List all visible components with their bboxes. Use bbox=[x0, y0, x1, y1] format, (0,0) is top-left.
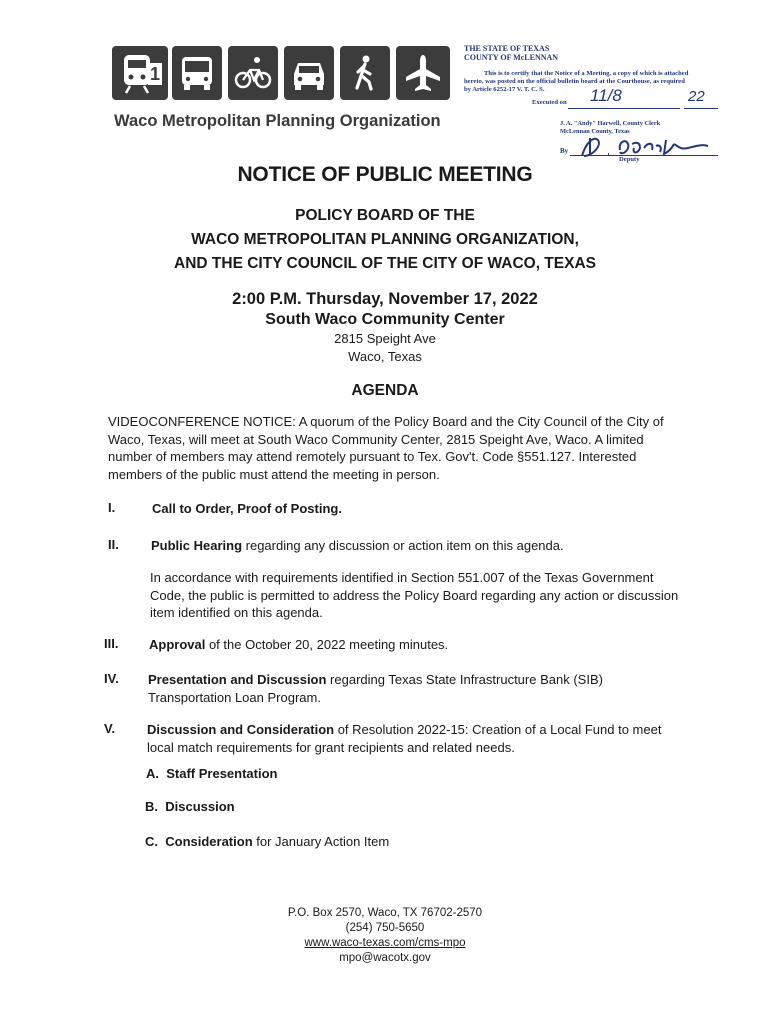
agenda-heading: AGENDA bbox=[351, 382, 419, 399]
item-5-text: of Resolution 2022-15: Creation of a Local Fund to meet local match requirements for grant recipients and related needs. bbox=[147, 722, 662, 755]
item-2-text: regarding any discussion or action item on this agenda. bbox=[242, 538, 564, 553]
pedestrian-icon bbox=[340, 46, 390, 100]
item-5c-title: Consideration bbox=[165, 834, 253, 849]
bus-icon bbox=[172, 46, 222, 100]
stamp-year-underline bbox=[684, 108, 718, 109]
header-line-2: WACO METROPOLITAN PLANNING ORGANIZATION, bbox=[191, 231, 579, 248]
airplane-icon bbox=[396, 46, 450, 100]
item-2-number: II. bbox=[108, 537, 119, 552]
item-2-detail: In accordance with requirements identified in Section 551.007 of the Texas Government Code, the public is permitted to address the Policy Board regarding any action or discussion item identified on this agenda. bbox=[150, 570, 679, 621]
footer-website-link[interactable]: www.waco-texas.com/cms-mpo bbox=[304, 937, 466, 949]
stamp-executed-label: Executed on bbox=[532, 99, 567, 106]
item-3-title: Approval bbox=[149, 637, 206, 652]
item-2 bbox=[151, 537, 681, 555]
item-5b bbox=[145, 799, 235, 814]
stamp-clerk-name: J. A. "Andy" Harwell, County Clerk bbox=[560, 120, 661, 127]
stamp-state-line: THE STATE OF TEXAS bbox=[464, 44, 550, 53]
stamp-deputy-label: Deputy bbox=[619, 156, 640, 163]
footer-email[interactable]: mpo@wacotx.gov bbox=[339, 952, 431, 964]
item-5-title: Discussion and Consideration bbox=[147, 722, 335, 737]
item-5c-letter: C. bbox=[145, 834, 158, 849]
item-3-text: of the October 20, 2022 meeting minutes. bbox=[205, 637, 449, 652]
stamp-certify-line: This is to certify that the Notice of a Meeting, a copy of which is attached bbox=[484, 70, 689, 77]
item-4-title: Presentation and Discussion bbox=[148, 672, 327, 687]
item-5b-title: Discussion bbox=[165, 799, 235, 814]
item-5a bbox=[146, 766, 277, 781]
item-1-title: Call to Order, Proof of Posting. bbox=[152, 501, 342, 516]
item-5a-letter: A. bbox=[146, 766, 159, 781]
bicycle-icon bbox=[228, 46, 278, 100]
mpo-logo bbox=[112, 44, 452, 136]
videoconference-notice: VIDEOCONFERENCE NOTICE: A quorum of the Policy Board and the City Council of the City of Waco, Texas, will meet at South Waco Community Center, 2815 Speight Ave, Waco. A limited number of members may attend remotely pursuant to Tex. Gov't. Code §551.127. Interested members of the public must attend the meeting in person. bbox=[108, 414, 664, 482]
item-4-text: regarding Texas State Infrastructure Bank (SIB) Transportation Loan Program. bbox=[148, 672, 603, 705]
stamp-by-label: By bbox=[560, 147, 569, 155]
item-3 bbox=[149, 636, 679, 654]
item-5 bbox=[147, 721, 687, 756]
stamp-executed-date: 11/8 bbox=[590, 86, 622, 105]
item-5c-text: for January Action Item bbox=[252, 834, 390, 849]
meeting-venue: South Waco Community Center bbox=[265, 311, 505, 328]
item-5c bbox=[145, 834, 389, 849]
deputy-signature bbox=[568, 130, 718, 162]
header-line-3: AND THE CITY COUNCIL OF THE CITY OF WACO, TEXAS bbox=[174, 255, 596, 272]
stamp-county-line: COUNTY OF McLENNAN bbox=[464, 53, 559, 62]
item-5a-title: Staff Presentation bbox=[166, 766, 278, 781]
stamp-clerk-county: McLennan County, Texas bbox=[560, 128, 630, 135]
car-icon bbox=[284, 46, 334, 100]
item-2-title: Public Hearing bbox=[151, 538, 243, 553]
item-4-number: IV. bbox=[104, 671, 119, 686]
svg-text:1: 1 bbox=[149, 64, 161, 84]
stamp-executed-year: 22 bbox=[688, 88, 705, 105]
stamp-posted-line: hereto, was posted on the official bulletin board at the Courthouse, as required bbox=[464, 78, 685, 85]
header-line-1: POLICY BOARD OF THE bbox=[295, 207, 475, 224]
stamp-article-line: by Article 6252-17 V. T. C. S. bbox=[464, 86, 545, 93]
meeting-datetime: 2:00 P.M. Thursday, November 17, 2022 bbox=[232, 290, 538, 308]
item-1 bbox=[152, 500, 672, 518]
item-3-number: III. bbox=[104, 636, 119, 651]
stamp-signature-underline bbox=[570, 155, 718, 156]
notice-title: NOTICE OF PUBLIC MEETING bbox=[237, 163, 533, 186]
footer-address: P.O. Box 2570, Waco, TX 76702-2570 bbox=[287, 907, 483, 919]
footer-phone: (254) 750-5650 bbox=[345, 922, 425, 934]
item-5b-letter: B. bbox=[145, 799, 158, 814]
clerk-posting-stamp bbox=[462, 44, 722, 164]
item-4 bbox=[148, 671, 628, 706]
train-icon bbox=[112, 46, 168, 100]
logo-org-name: Waco Metropolitan Planning Organization bbox=[114, 112, 441, 130]
meeting-city: Waco, Texas bbox=[348, 349, 422, 364]
stamp-date-underline bbox=[568, 108, 680, 109]
item-1-number: I. bbox=[108, 500, 116, 515]
footer-contact bbox=[0, 906, 770, 966]
meeting-street: 2815 Speight Ave bbox=[334, 331, 436, 346]
item-5-number: V. bbox=[104, 721, 116, 736]
